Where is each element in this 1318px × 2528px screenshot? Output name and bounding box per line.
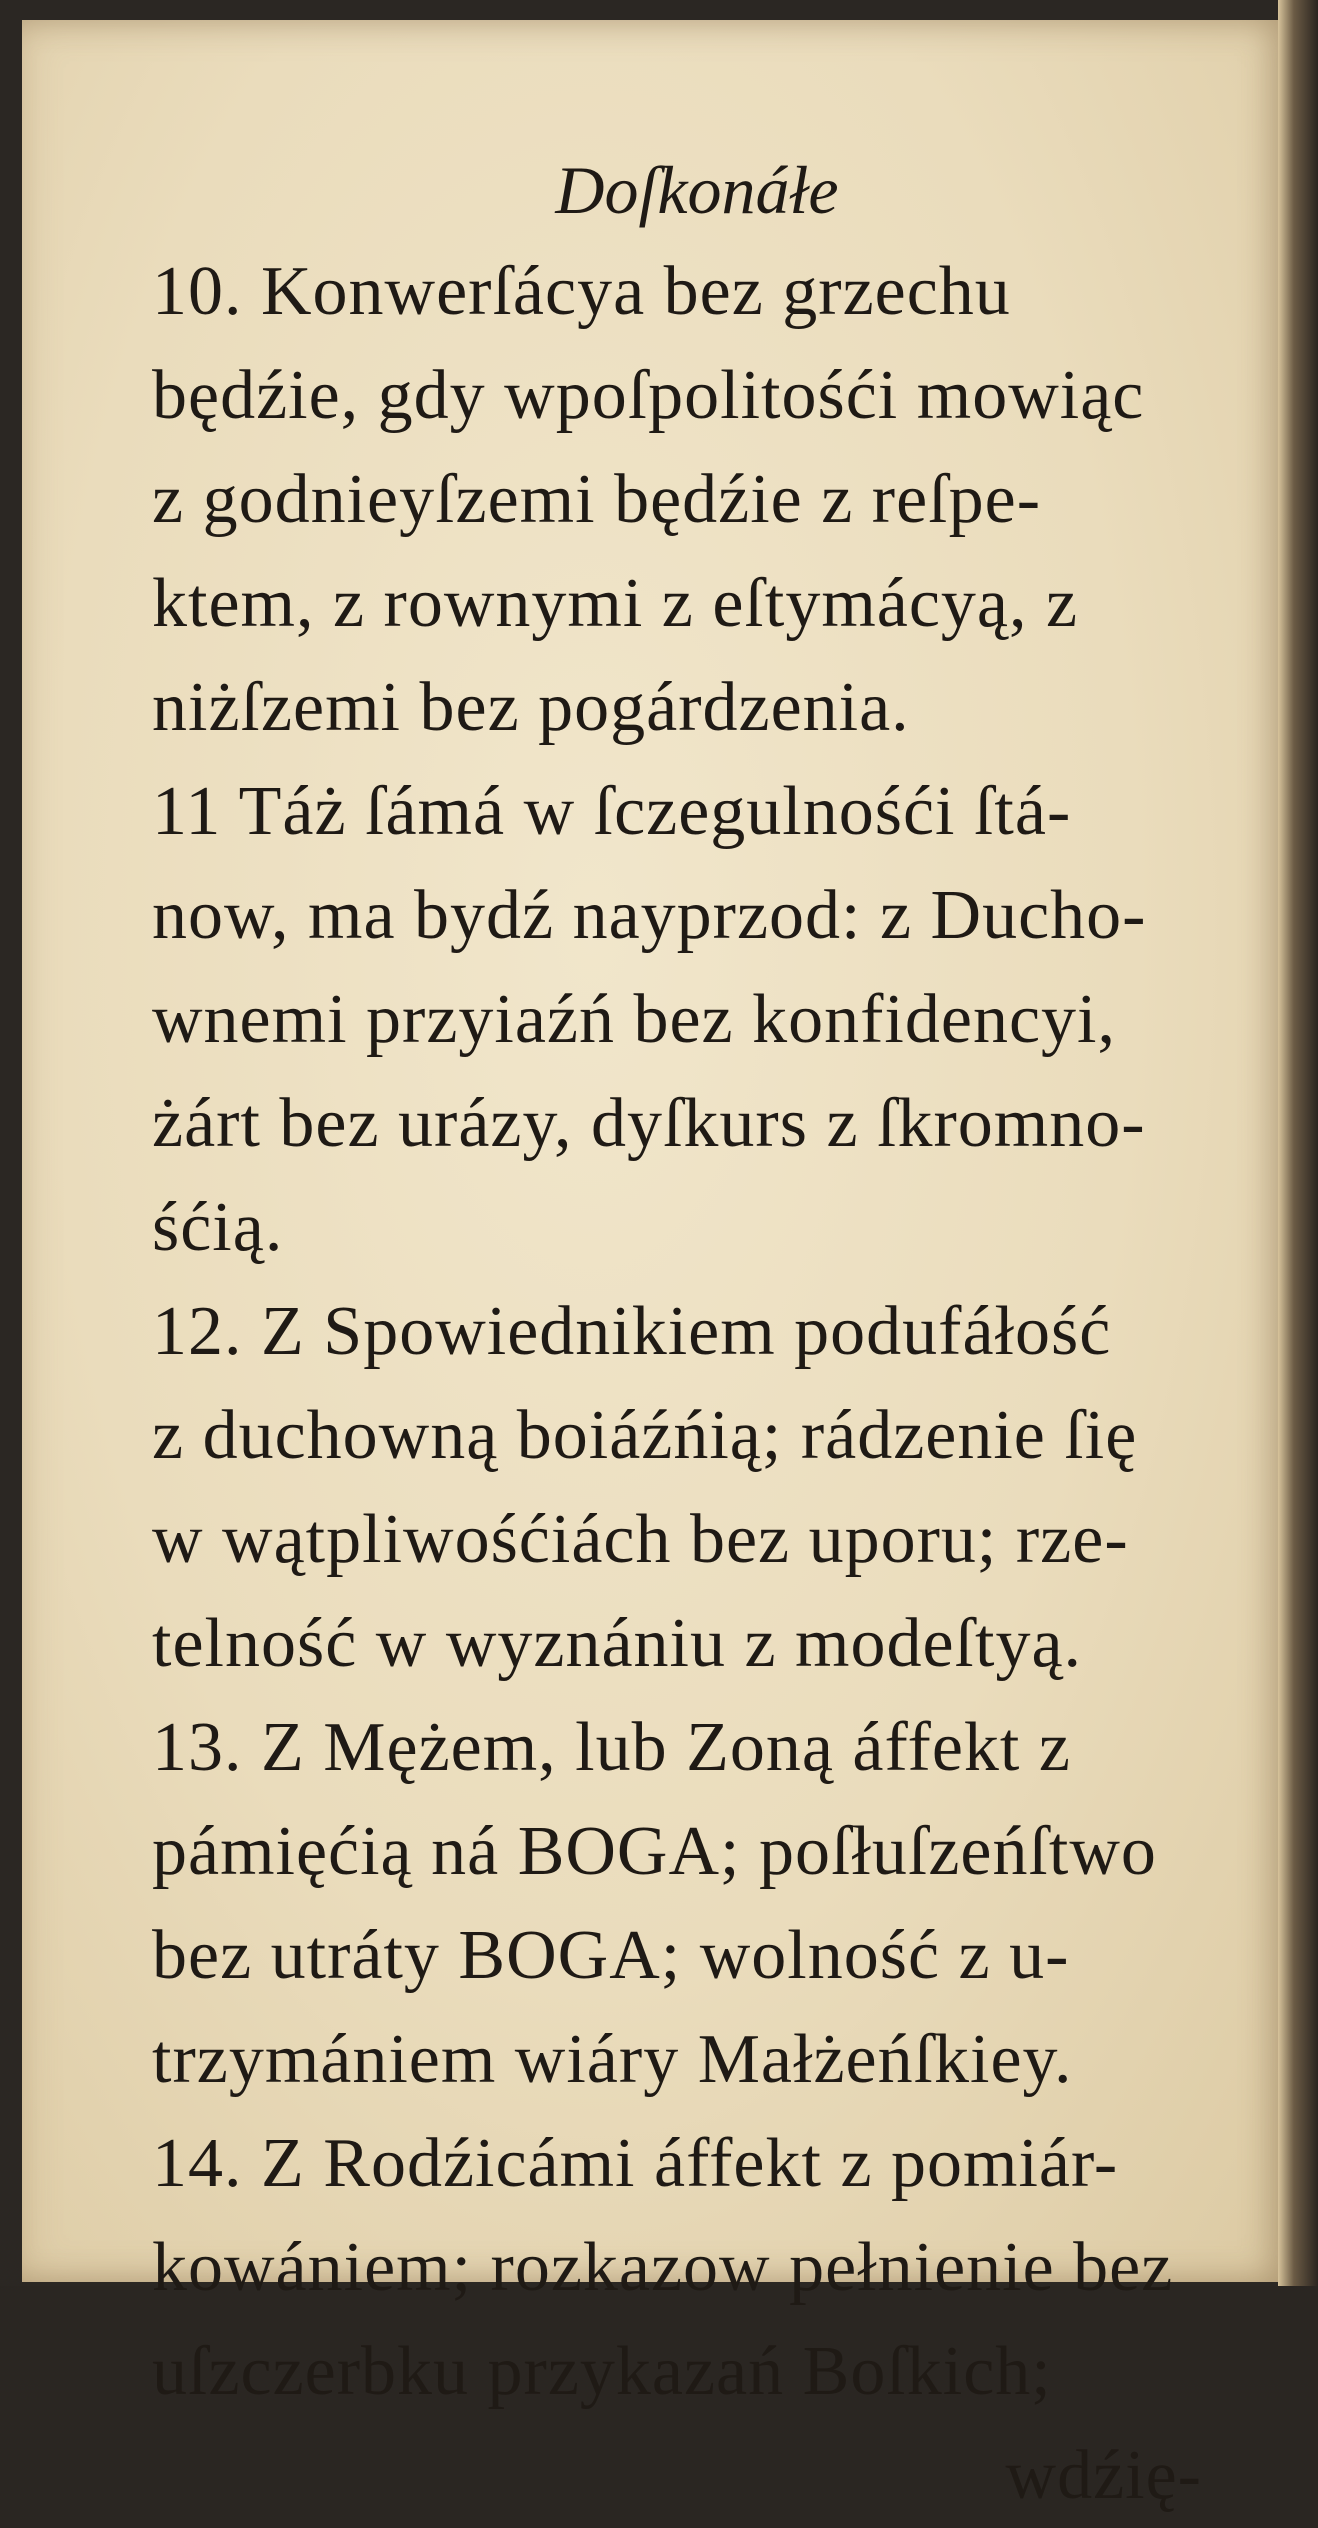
text-line: z duchowną boiáźńią; rádzenie ſię <box>152 1397 1138 1474</box>
page-text-block <box>152 140 1282 2528</box>
text-line: będźie, gdy wpoſpolitośći mowiąc <box>152 357 1145 434</box>
text-line: pámięćią ná BOGA; poſłuſzeńſtwo <box>152 1813 1157 1890</box>
text-line: ktem, z rownymi z eſtymácyą, z <box>152 565 1079 642</box>
text-line: bez utráty BOGA; wolność z u- <box>152 1917 1070 1994</box>
text-line: 11 Táż ſámá w ſczegulnośći ſtá- <box>152 773 1072 850</box>
text-line: w wątpliwośćiách bez uporu; rze- <box>152 1501 1129 1578</box>
text-line: kowániem; rozkazow pełnienie bez <box>152 2229 1174 2306</box>
running-header: Doſkonáłe <box>555 152 839 228</box>
text-line: telność w wyznániu z modeſtyą. <box>152 1605 1083 1682</box>
text-line: wnemi przyiaźń bez konfidencyi, <box>152 981 1116 1058</box>
catchword: wdźię- <box>1005 2437 1202 2514</box>
text-line: z godnieyſzemi będźie z reſpe- <box>152 461 1042 538</box>
text-line: 12. Z Spowiednikiem podufáłość <box>152 1293 1112 1370</box>
text-line: 13. Z Mężem, lub Zoną áffekt z <box>152 1709 1071 1786</box>
text-line: 14. Z Rodźicámi áffekt z pomiár- <box>152 2125 1119 2202</box>
text-line: 10. Konwerſácya bez grzechu <box>152 253 1011 330</box>
text-line: uſzczerbku przykazań Boſkich; <box>152 2333 1052 2410</box>
text-line: trzymániem wiáry Małżeńſkiey. <box>152 2021 1073 2098</box>
text-line: now, ma bydź nayprzod: z Ducho- <box>152 877 1147 954</box>
text-line: żárt bez urázy, dyſkurs z ſkromno- <box>152 1085 1146 1162</box>
book-spine-edge <box>1278 0 1318 2286</box>
text-line: śćią. <box>152 1189 284 1266</box>
text-line: niżſzemi bez pogárdzenia. <box>152 669 910 746</box>
